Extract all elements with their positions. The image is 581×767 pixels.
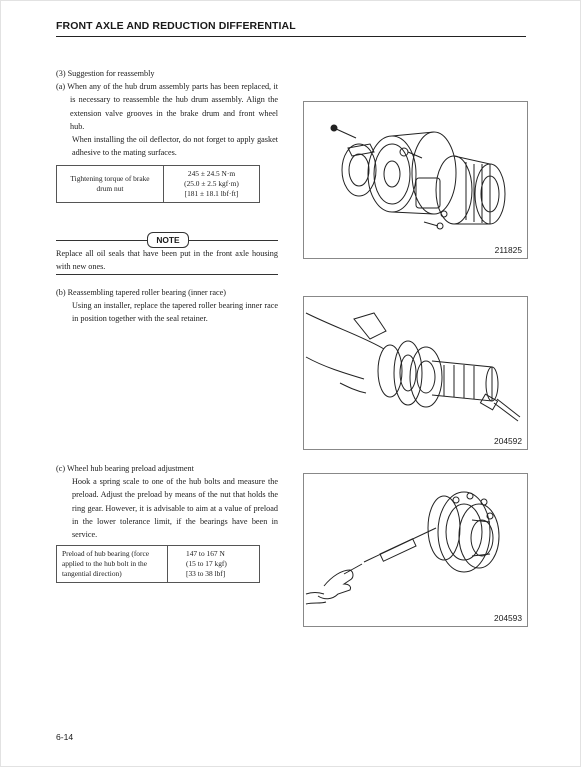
section-c-text: Hook a spring scale to one of the hub bolts and measure the preload. Adjust the preload by means of the nut that holds the ring gear. However, it is advisable to aim at a value of preload in the lower tolerance limit, if the bearings have been in service. [72, 477, 278, 540]
note-text: Replace all oil seals that have been put in the front axle housing with new ones. [56, 249, 278, 272]
figure-id: 211825 [494, 245, 522, 255]
torque-spec-table [56, 165, 260, 203]
paragraph-a-2: When installing the oil deflector, do not forget to apply gasket adhesive to the mating surfaces. [72, 135, 278, 158]
hub-drum-illustration [304, 102, 527, 258]
note-line-right [189, 240, 278, 241]
figure-hub-drum [303, 101, 528, 259]
section-3a [56, 67, 278, 159]
spec-value-imperial: [181 ± 18.1 lbf·ft] [184, 189, 239, 198]
section-b-text: Using an installer, replace the tapered roller bearing inner race in position together with the seal retainer. [72, 301, 278, 324]
note-line-left [56, 240, 147, 241]
figure-preload [303, 473, 528, 627]
preload-value-si: 147 to 167 N [186, 549, 225, 558]
note-header [56, 232, 278, 248]
note-divider [56, 274, 278, 275]
page-title: FRONT AXLE AND REDUCTION DIFFERENTIAL [56, 20, 296, 32]
figure-id: 204593 [494, 613, 522, 623]
note-label: NOTE [147, 232, 189, 248]
spec-value-si: 245 ± 24.5 N·m [187, 169, 236, 178]
section-c-heading: (c) Wheel hub bearing preload adjustment [56, 464, 194, 473]
figure-id: 204592 [494, 436, 522, 446]
paragraph-a: (a) When any of the hub drum assembly parts has been replaced, it is necessary to reassemble the hub drum assembly. Align the extension valve grooves in the brake drum and front wheel hub. [56, 82, 278, 131]
spec-label: Tightening torque of brake drum nut [57, 166, 164, 203]
section-b-heading: (b) Reassembling tapered roller bearing (inner race) [56, 288, 227, 297]
spec-value-metric: (25.0 ± 2.5 kgf·m) [184, 179, 239, 188]
bearing-install-illustration [304, 297, 527, 449]
preload-label: Preload of hub bearing (force applied to the hub bolt in the tangential direction) [57, 546, 168, 583]
section-3b [56, 286, 278, 326]
section-heading: (3) Suggestion for reassembly [56, 69, 155, 78]
header-divider [56, 36, 526, 37]
section-3c [56, 462, 278, 541]
page-number: 6-14 [56, 732, 74, 742]
preload-values [168, 546, 260, 583]
preload-spec-table [56, 545, 260, 583]
preload-value-imperial: [33 to 38 lbf] [186, 569, 226, 578]
spec-values [164, 166, 260, 203]
preload-illustration [304, 474, 527, 626]
figure-bearing-install [303, 296, 528, 450]
preload-value-metric: (15 to 17 kgf) [186, 559, 227, 568]
